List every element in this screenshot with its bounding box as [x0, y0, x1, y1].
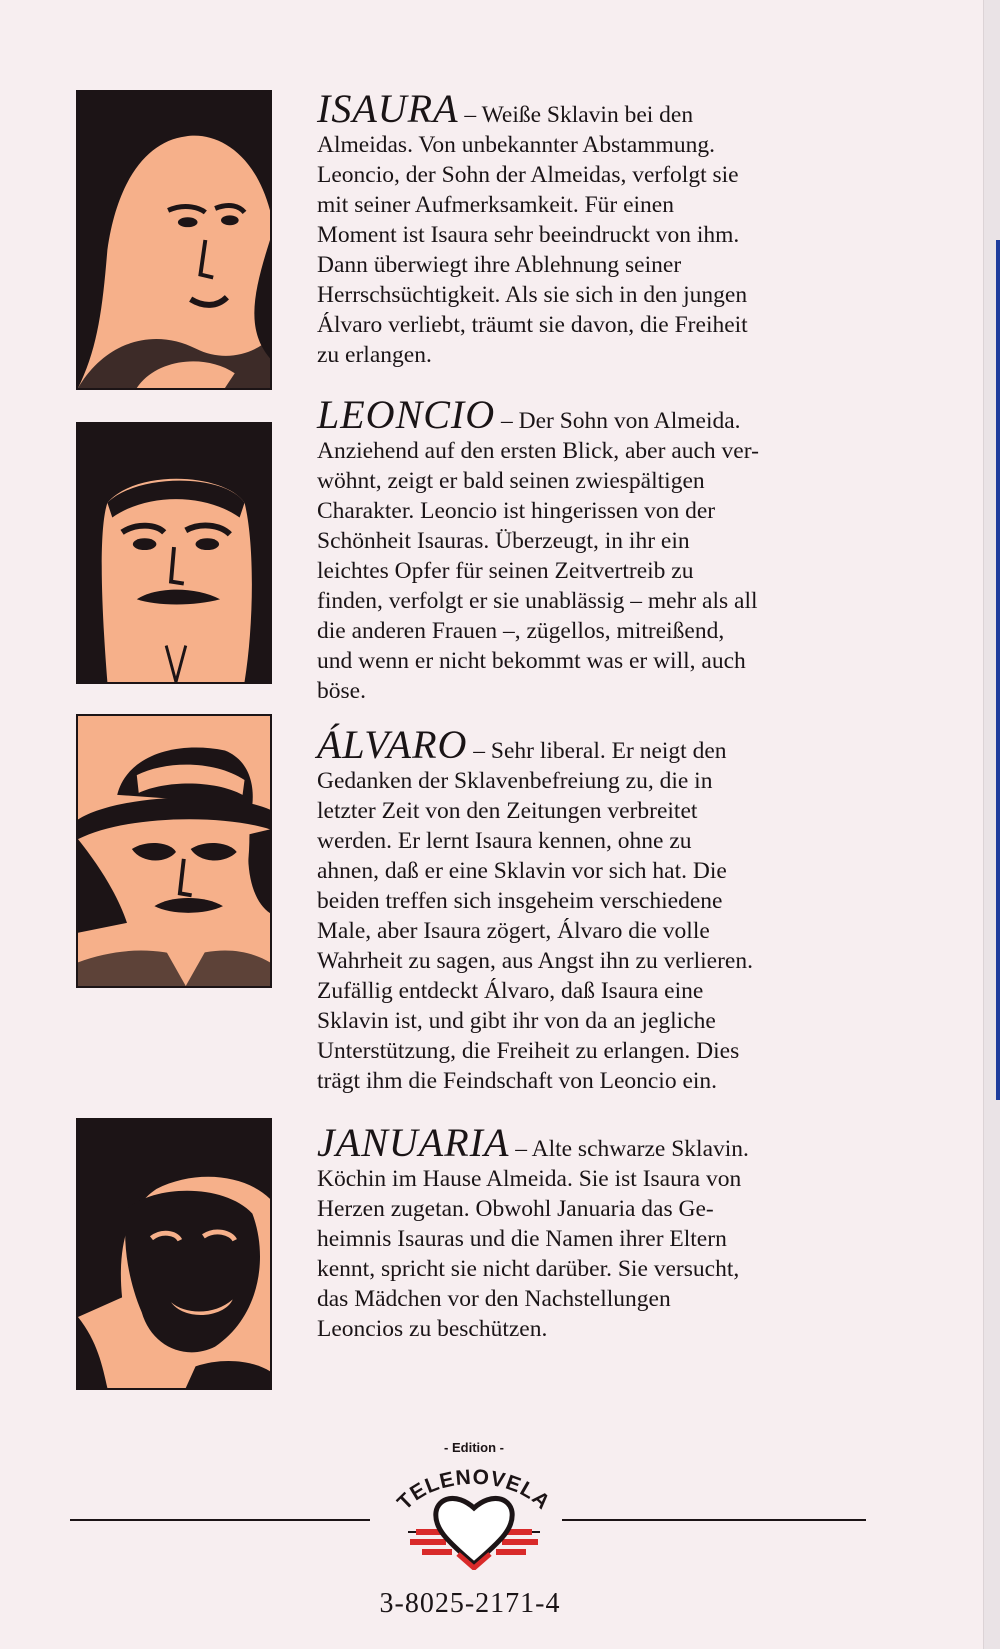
- text-line: zu erlangen.: [317, 342, 432, 368]
- text-line: ahnen, daß er eine Sklavin vor sich hat. Die: [317, 858, 727, 884]
- text-line: kennt, spricht sie nicht darüber. Sie versucht,: [317, 1256, 740, 1282]
- text-line: werden. Er lernt Isaura kennen, ohne zu: [317, 828, 692, 854]
- text-line: das Mädchen vor den Nachstellungen: [317, 1286, 671, 1312]
- text-line: Zufällig entdeckt Álvaro, daß Isaura eine: [317, 978, 704, 1004]
- brand-text: TELENOVELA: [393, 1465, 555, 1515]
- text-line: Anziehend auf den ersten Blick, aber auch ver-: [317, 438, 759, 464]
- text-line: finden, verfolgt er sie unablässig – mehr als all: [317, 588, 758, 614]
- text-line: Gedanken der Sklavenbefreiung zu, die in: [317, 768, 713, 794]
- character-name: LEONCIO: [317, 392, 496, 437]
- text-line: Leoncio, der Sohn der Almeidas, verfolgt sie: [317, 162, 739, 188]
- edition-telenovela-logo: [386, 1440, 562, 1570]
- heart-icon: [408, 1498, 540, 1568]
- text-line: Álvaro verliebt, träumt sie davon, die Freiheit: [317, 312, 748, 338]
- text-line: Weiße Sklavin bei den: [481, 102, 694, 128]
- character-name: JANUARIA: [317, 1120, 510, 1165]
- name-dash: –: [464, 102, 477, 128]
- text-line: beiden treffen sich insgeheim verschiedene: [317, 888, 723, 914]
- character-name: ÁLVARO: [317, 722, 468, 767]
- januaria-description: [317, 1120, 877, 1344]
- text-line: und wenn er nicht bekommt was er will, auch: [317, 648, 746, 674]
- leoncio-description: [317, 392, 877, 706]
- character-name: ISAURA: [317, 86, 459, 131]
- text-line: Moment ist Isaura sehr beeindruckt von ihm.: [317, 222, 740, 248]
- spine-blue-stripe: [996, 240, 1000, 1100]
- text-line: Male, aber Isaura zögert, Álvaro die volle: [317, 918, 710, 944]
- isaura-description: [317, 86, 877, 370]
- text-line: letzter Zeit von den Zeitungen verbreitet: [317, 798, 698, 824]
- text-line: leichtes Opfer für seinen Zeitvertreib zu: [317, 558, 694, 584]
- name-dash: –: [501, 408, 513, 434]
- text-line: Sklavin ist, und gibt ihr von da an jegliche: [317, 1008, 716, 1034]
- leoncio-portrait: [76, 422, 272, 684]
- text-line: böse.: [317, 678, 366, 704]
- text-line: Herrschsüchtigkeit. Als sie sich in den jungen: [317, 282, 748, 308]
- divider-right: [562, 1519, 866, 1521]
- isbn-number: 3-8025-2171-4: [379, 1588, 561, 1619]
- alvaro-portrait: [76, 714, 272, 988]
- text-line: Sehr liberal. Er neigt den: [490, 738, 727, 764]
- edition-label: - Edition -: [444, 1440, 504, 1455]
- text-line: Unterstützung, die Freiheit zu erlangen. Dies: [317, 1038, 740, 1064]
- text-line: mit seiner Aufmerksamkeit. Für einen: [317, 192, 674, 218]
- text-line: Herzen zugetan. Obwohl Januaria das Ge-: [317, 1196, 714, 1222]
- text-line: die anderen Frauen –, zügellos, mitreißend,: [317, 618, 725, 644]
- text-line: Köchin im Hause Almeida. Sie ist Isaura von: [317, 1166, 742, 1192]
- text-line: wöhnt, zeigt er bald seinen zwiespältigen: [317, 468, 705, 494]
- text-line: Der Sohn von Almeida.: [518, 408, 741, 434]
- text-line: Schönheit Isauras. Überzeugt, in ihr ein: [317, 528, 690, 554]
- text-line: Dann überwiegt ihre Ablehnung seiner: [317, 252, 682, 278]
- text-line: Leoncios zu beschützen.: [317, 1316, 548, 1342]
- name-dash: –: [473, 738, 486, 764]
- text-line: trägt ihm die Feindschaft von Leoncio ein.: [317, 1068, 718, 1094]
- divider-left: [70, 1519, 370, 1521]
- text-line: heimnis Isauras und die Namen ihrer Eltern: [317, 1226, 727, 1252]
- text-line: Alte schwarze Sklavin.: [531, 1136, 749, 1162]
- isaura-portrait: [76, 90, 272, 390]
- text-line: Almeidas. Von unbekannter Abstammung.: [317, 132, 715, 158]
- alvaro-description: [317, 722, 877, 1096]
- text-line: Wahrheit zu sagen, aus Angst ihn zu verlieren.: [317, 948, 753, 974]
- text-line: Charakter. Leoncio ist hingerissen von der: [317, 498, 716, 524]
- januaria-portrait: [76, 1118, 272, 1390]
- name-dash: –: [515, 1136, 527, 1162]
